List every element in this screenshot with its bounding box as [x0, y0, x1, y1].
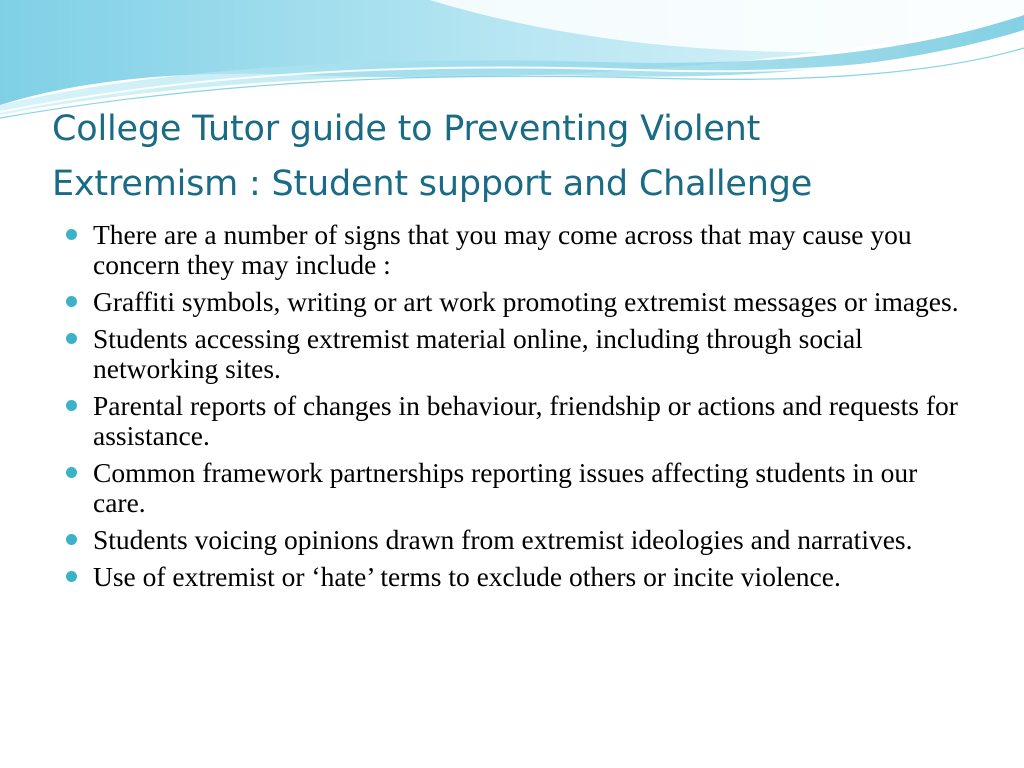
bullet-dot-icon [66, 296, 77, 307]
bullet-text: Parental reports of changes in behaviour, friendship or actions and requests for assistance. [93, 390, 958, 451]
slide-title-line-1: College Tutor guide to Preventing Violent [52, 109, 761, 149]
bullet-text: There are a number of signs that you may come across that may cause you concern they may include : [93, 219, 912, 280]
bullet-dot-icon [66, 467, 77, 478]
bullet-dot-icon [66, 571, 77, 582]
bullet-item [66, 562, 966, 592]
bullet-text: Use of extremist or ‘hate’ terms to exclude others or incite violence. [93, 561, 841, 592]
bullet-dot-icon [66, 333, 77, 344]
bullet-text: Students accessing extremist material online, including through social networking sites. [93, 323, 863, 384]
bullet-text: Graffiti symbols, writing or art work promoting extremist messages or images. [93, 286, 959, 317]
bullet-item [66, 324, 966, 384]
bullet-list [66, 220, 966, 599]
slide-title [52, 102, 992, 212]
bullet-text: Common framework partnerships reporting issues affecting students in our care. [93, 457, 918, 518]
slide-title-line-2: Extremism : Student support and Challenge [52, 164, 813, 204]
bullet-dot-icon [66, 534, 77, 545]
bullet-text: Students voicing opinions drawn from extremist ideologies and narratives. [93, 524, 913, 555]
bullet-dot-icon [66, 400, 77, 411]
bullet-item [66, 391, 966, 451]
bullet-item [66, 287, 966, 317]
bullet-dot-icon [66, 229, 77, 240]
bullet-item [66, 525, 966, 555]
bullet-item [66, 220, 966, 280]
bullet-item [66, 458, 966, 518]
